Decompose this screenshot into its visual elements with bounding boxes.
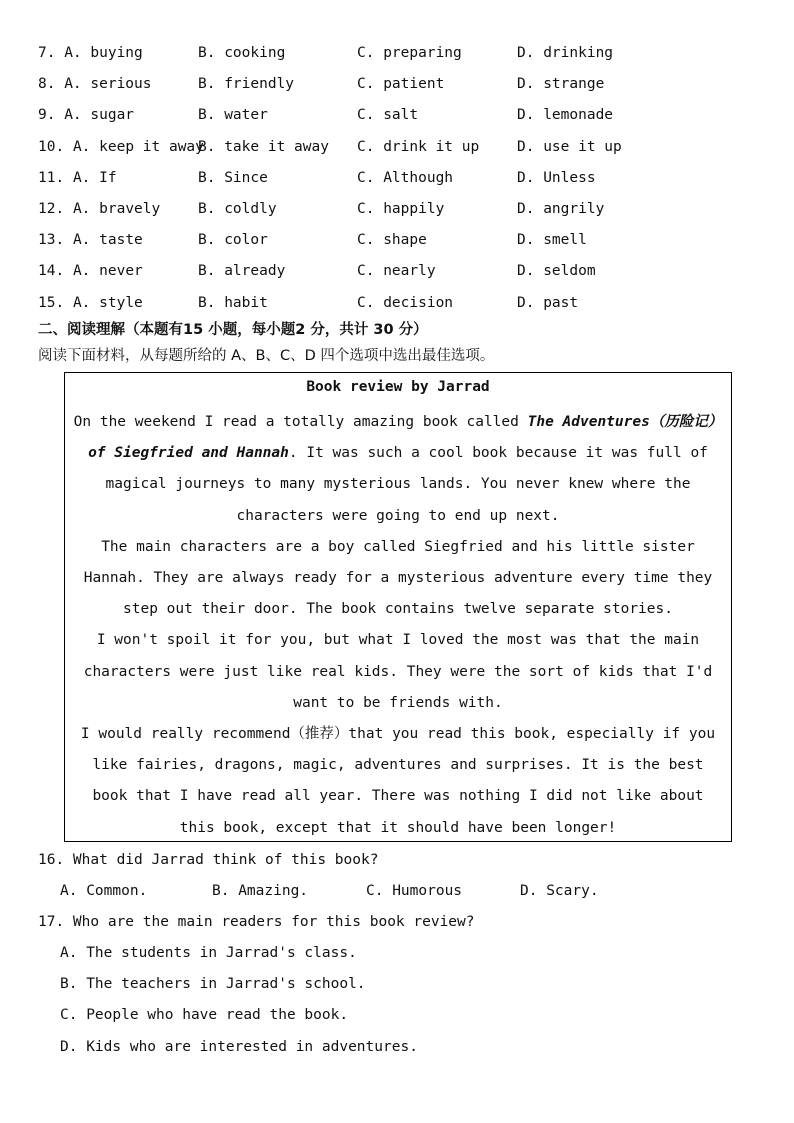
question-row-14 [38,256,758,287]
option-c: C. happily [357,200,445,217]
option-a: A. Common. [60,883,148,899]
option-c: C. Humorous [366,883,463,899]
option-d: D. lemonade [517,107,614,124]
section-instruction: 阅读下面材料，从每题所给的 A、B、C、D 四个选项中选出最佳选项。 [38,348,495,364]
option-b: B. Amazing. [212,883,309,899]
option-a: 12. A. bravely [38,200,161,217]
passage-paragraph-2: The main characters are a boy called Siegfried and his little sister Hannah. They are always ready for a mysterious adventure every time they step out their door. The book contains twelve separate stories. [83,538,713,618]
option-b: B. color [198,232,268,249]
option-d: D. drinking [517,45,614,61]
option-d: D. past [517,294,579,311]
option-d: D. use it up [517,138,622,155]
option-a: A. The students in Jarrad's class. [60,945,357,961]
question-row-12 [38,194,758,225]
question-16-options [60,879,760,903]
option-c: C. preparing [357,45,462,61]
option-c: C. salt [357,107,419,124]
option-b: B. water [198,107,268,124]
option-d: D. smell [517,232,587,249]
option-b: B. The teachers in Jarrad's school. [60,976,366,993]
option-b: B. coldly [198,200,277,217]
option-c: C. People who have read the book. [60,1007,349,1024]
option-b: B. Since [198,169,268,186]
question-17-options [60,941,418,1066]
question-row-15 [38,288,758,319]
passage-paragraph-3: I won't spoil it for you, but what I loved the most was that the main characters were just like real kids. They were the sort of kids that I'd want to be friends with. [83,632,713,711]
option-d: D. angrily [517,200,605,217]
section-heading: 二、阅读理解（本题有15 小题，每小题2 分，共计 30 分） [38,322,428,338]
option-a: 11. A. If [38,169,117,186]
question-17: 17. Who are the main readers for this book review? [38,914,475,930]
question-row-7 [38,38,758,69]
passage-paragraph-4: I would really recommend（推荐）that you read this book, especially if you like fairies, dragons, magic, adventures and surprises. It is the best book that I have read all year. There was nothing I did not like about this book, except that it should have been longer! [80,726,716,836]
option-a: 9. A. sugar [38,107,135,124]
question-16: 16. What did Jarrad think of this book? [38,852,379,868]
option-d: D. Kids who are interested in adventures. [60,1038,418,1055]
option-a: 15. A. style [38,294,143,311]
option-b: B. already [198,263,286,280]
question-row-8 [38,69,758,100]
reading-passage-box [64,372,732,842]
option-a: 7. A. buying [38,45,143,61]
option-b: B. habit [198,294,268,311]
question-row-10 [38,132,758,163]
option-c: C. nearly [357,263,436,280]
option-c: C. Although [357,169,454,186]
passage-paragraph-1: On the weekend I read a totally amazing book called The Adventures（历险记）of Siegfried and Hannah. It was such a cool book because it was full of magical journeys to many mysterious lands. You never knew where the characters were going to end up next. [73,414,723,524]
option-d: D. strange [517,76,605,93]
option-c: C. decision [357,294,454,311]
option-a: 10. A. keep it away [38,138,204,155]
passage-title: Book review by Jarrad [306,379,490,395]
question-row-11 [38,163,758,194]
option-a: 13. A. taste [38,232,143,249]
question-row-13 [38,225,758,256]
option-d: D. Scary. [520,883,599,899]
question-row-9 [38,100,758,131]
option-c: C. patient [357,76,445,93]
option-a: 8. A. serious [38,76,152,93]
option-b: B. friendly [198,76,295,93]
option-c: C. shape [357,232,427,249]
book-title: The Adventures（历险记）of Siegfried and Hannah [88,414,723,462]
option-b: B. cooking [198,45,286,61]
option-c: C. drink it up [357,138,480,155]
cloze-options-list [38,38,758,319]
option-a: 14. A. never [38,263,143,280]
option-d: D. Unless [517,169,596,186]
option-d: D. seldom [517,263,596,280]
passage-body [71,407,725,844]
option-b: B. take it away [198,138,329,155]
